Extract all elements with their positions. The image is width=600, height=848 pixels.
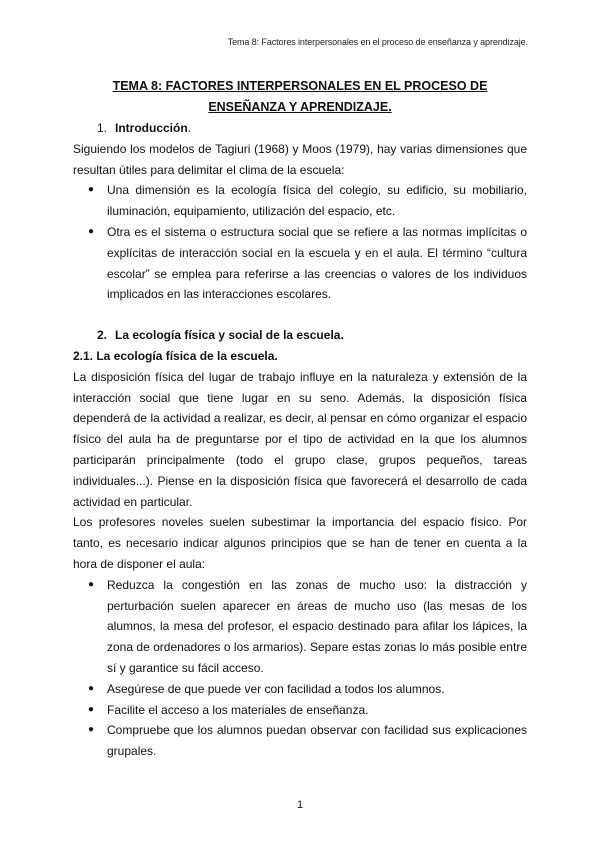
section-1-title: Introducción (115, 121, 188, 135)
list-item: ● Reduzca la congestión en las zonas de mucho uso: la distracción y perturbación suelen aparecer en áreas de mucho uso (las mesas de los alumnos, la mesa del profesor, el espacio destinado para afilar los lápices, la zona de ordenadores o los armarios). Separe estas zonas lo más posible entre sí y garantice su fácil acceso. (73, 575, 527, 679)
section-1-title-suffix: . (187, 121, 192, 135)
bullet-icon: ● (88, 184, 95, 196)
document-title: TEMA 8: FACTORES INTERPERSONALES EN EL PROCESO DE ENSEÑANZA Y APRENDIZAJE. (112, 79, 488, 114)
spacer (73, 305, 527, 325)
bullet-icon: ● (88, 682, 95, 694)
list-item: ● Otra es el sistema o estructura social que se refiere a las normas implícitas o explícitas de interacción social en la escuela y en el aula. El término “cultura escolar” se emplea para referirse a las creencias o valores de los individuos implicados en las interacciones escolares. (73, 222, 527, 305)
section-1-number: 1. (96, 121, 107, 135)
bullet-icon: ● (88, 703, 95, 715)
section-1-list (73, 180, 527, 305)
list-item: ● Una dimensión es la ecología física del colegio, su edificio, su mobiliario, iluminación, equipamiento, utilización del espacio, etc. (73, 180, 527, 222)
section-2-number: 2. (96, 328, 107, 343)
section-2-heading (73, 325, 527, 346)
running-header: Tema 8: Factores interpersonales en el proceso de enseñanza y aprendizaje. (227, 37, 528, 47)
list-item: ● Asegúrese de que puede ver con facilidad a todos los alumnos. (73, 679, 527, 700)
document-body (73, 76, 527, 762)
bullet-icon: ● (88, 578, 95, 590)
section-2-paragraph-1: La disposición física del lugar de trabajo influye en la naturaleza y extensión de la interacción social que tiene lugar en su seno. Además, la disposición física dependerá de la actividad a realizar, es decir, al pensar en cómo organizar el espacio físico del aula ha de preguntarse por el tipo de actividad en la que los alumnos participarán principalmente (todo el grupo clase, grupos pequeños, tareas individuales...). Piense en la disposición física que favorecerá el desarrollo de cada actividad en particular. (73, 369, 527, 509)
section-1-intro: Siguiendo los modelos de Tagiuri (1968) y Moos (1979), hay varias dimensiones que resultan útiles para delimitar el clima de la escuela: (73, 141, 527, 177)
bullet-icon: ● (88, 225, 95, 237)
list-item: ● Facilite el acceso a los materiales de enseñanza. (73, 700, 527, 721)
section-2-title: La ecología física y social de la escuela. (115, 328, 344, 343)
subsection-2-1-heading: 2.1. La ecología física de la escuela. (73, 348, 278, 363)
bullet-icon: ● (88, 724, 95, 736)
section-1-heading (73, 118, 527, 139)
page-number: 1 (296, 799, 304, 811)
list-item: ● Compruebe que los alumnos puedan observar con facilidad sus explicaciones grupales. (73, 720, 527, 762)
section-2-list (73, 575, 527, 762)
section-2-paragraph-2: Los profesores noveles suelen subestimar la importancia del espacio físico. Por tanto, es necesario indicar algunos principios que se han de tener en cuenta a la hora de disponer el aula: (73, 515, 527, 571)
